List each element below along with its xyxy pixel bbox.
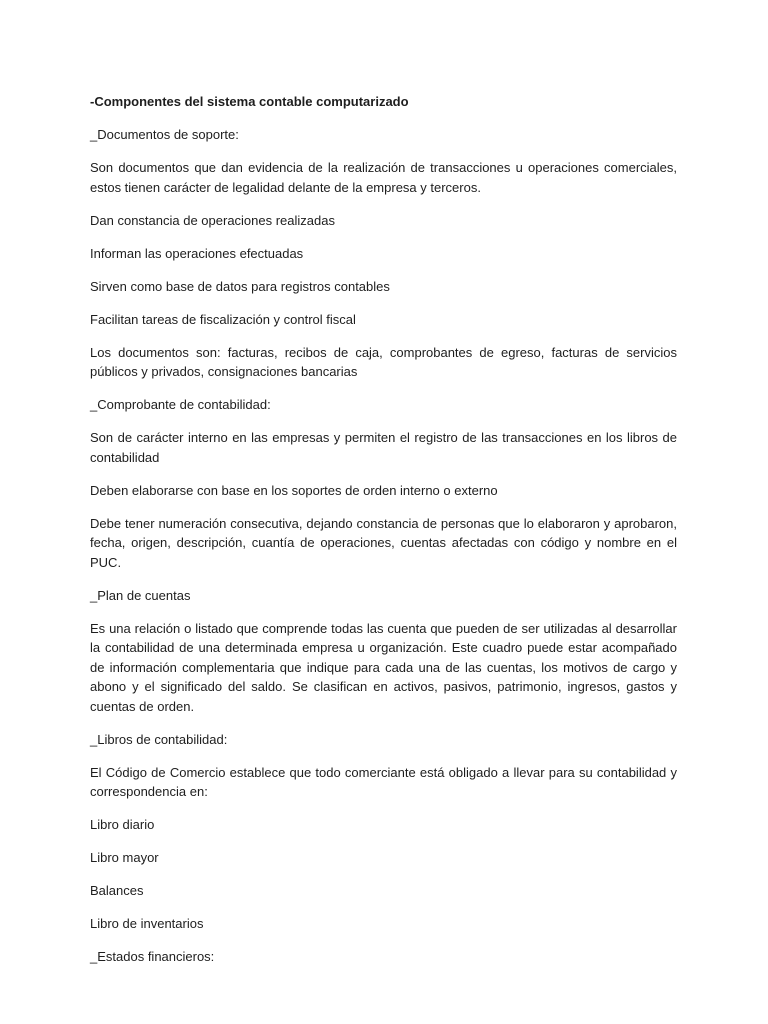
document-body [90,92,677,980]
section-heading-documentos-soporte: _Documentos de soporte: [90,127,239,142]
list-item: Dan constancia de operaciones realizadas [90,212,335,228]
paragraph-soporte-documentos: Los documentos son: facturas, recibos de caja, comprobantes de egreso, facturas de servicios públicos y privados, consignaciones bancarias [90,344,677,379]
paragraph-libros-intro: El Código de Comercio establece que todo comerciante está obligado a llevar para su contabilidad y correspondencia en: [90,764,677,799]
list-item: Informan las operaciones efectuadas [90,245,304,261]
paragraph-comprobante-3: Debe tener numeración consecutiva, dejando constancia de personas que lo elaboraron y aprobaron, fecha, origen, descripción, cuantía de operaciones, cuentas afectadas con código y nombre en el PUC. [90,515,677,570]
section-heading-estados-financieros: _Estados financieros: [90,949,215,964]
section-heading-plan-cuentas: _Plan de cuentas [90,587,191,603]
paragraph-plan-cuentas: Es una relación o listado que comprende todas las cuenta que pueden de ser utilizadas al desarrollar la contabilidad de una determinada empresa u organización. Este cuadro puede estar acompañado de información complementaria que indique para cada una de las cuentas, los motivos de cargo y abono y el significado del saldo. Se clasifican en activos, pasivos, patrimonio, ingresos, gastos y cuentas de orden. [90,620,677,714]
paragraph-comprobante-1: Son de carácter interno en las empresas y permiten el registro de las transacciones en los libros de contabilidad [90,430,677,465]
list-item: Balances [90,883,144,898]
list-item: Sirven como base de datos para registros contables [90,278,390,294]
section-heading-libros: _Libros de contabilidad: [90,731,228,747]
paragraph-comprobante-2: Deben elaborarse con base en los soportes de orden interno o externo [90,482,498,498]
list-item: Libro de inventarios [90,916,204,931]
paragraph-soporte-intro: Son documentos que dan evidencia de la realización de transacciones u operaciones comerciales, estos tienen carácter de legalidad delante de la empresa y terceros. [90,160,677,195]
list-item: Libro mayor [90,850,159,865]
list-item: Facilitan tareas de fiscalización y control fiscal [90,311,356,327]
list-item: Libro diario [90,817,155,832]
section-heading-comprobante: _Comprobante de contabilidad: [90,397,271,412]
document-title: -Componentes del sistema contable computarizado [90,94,409,109]
